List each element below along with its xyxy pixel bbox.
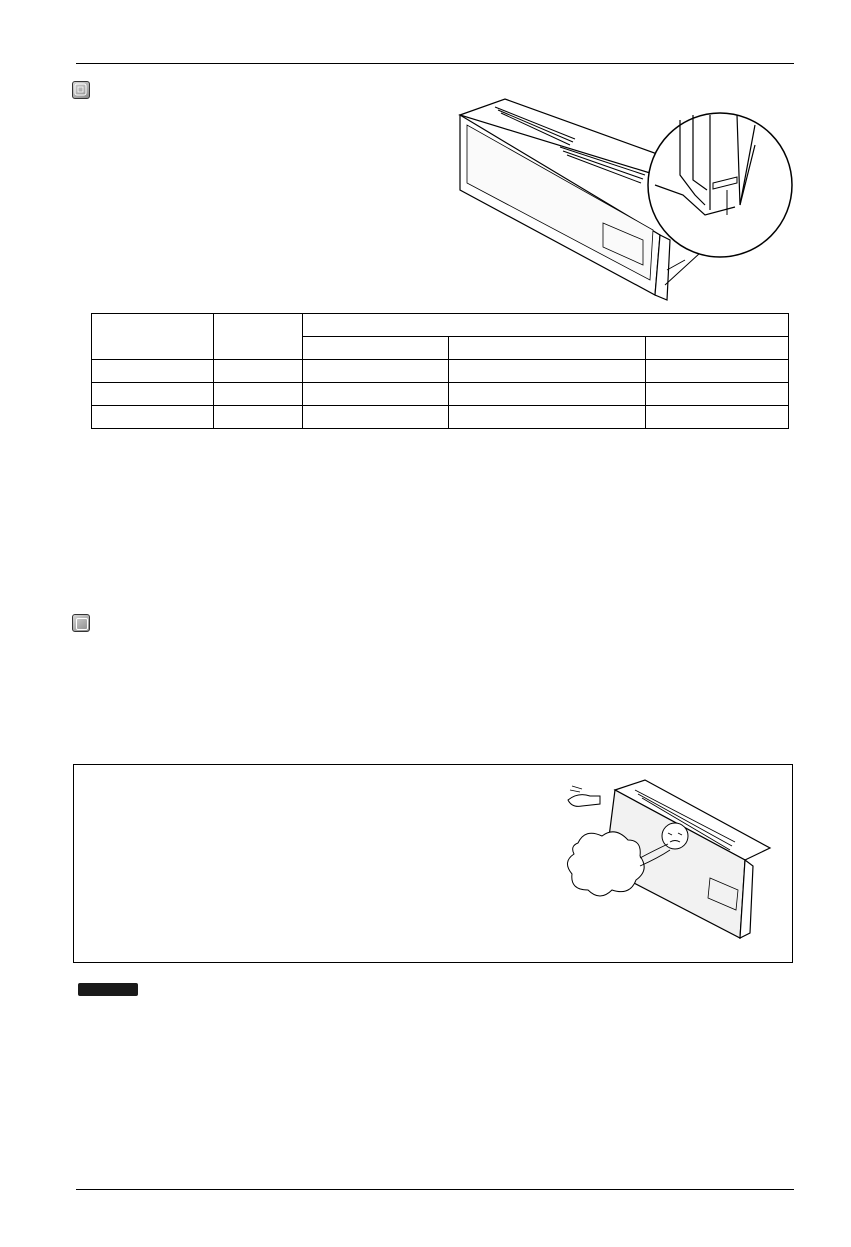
table-cell: [303, 383, 449, 406]
table-row: [92, 314, 789, 337]
table-cell: [92, 406, 214, 429]
table-cell: [646, 406, 789, 429]
indoor-unit-label-illustration: [455, 95, 800, 310]
table-row: [92, 360, 789, 383]
table-cell: [92, 314, 214, 360]
table-cell: [214, 314, 303, 360]
unit-label-icon: [72, 81, 90, 99]
table-row: [92, 383, 789, 406]
table-cell: [92, 383, 214, 406]
table-cell: [449, 360, 646, 383]
table-row: [92, 406, 789, 429]
table-cell: [449, 406, 646, 429]
table-cell: [303, 337, 449, 360]
bullet-highlight: [76, 618, 88, 630]
footer-rule: [76, 1189, 794, 1190]
table-cell: [646, 337, 789, 360]
table-cell: [214, 383, 303, 406]
note-badge: [78, 983, 138, 996]
table-cell: [303, 406, 449, 429]
table-cell: [449, 383, 646, 406]
table-cell: [303, 360, 449, 383]
spec-table: [91, 313, 789, 429]
header-rule: [76, 63, 794, 64]
gray-square-bullet-icon: [72, 614, 90, 632]
table-cell: [214, 406, 303, 429]
table-cell: [303, 314, 789, 337]
table-cell: [449, 337, 646, 360]
table-cell: [646, 360, 789, 383]
table-cell: [214, 360, 303, 383]
table-cell: [646, 383, 789, 406]
table-cell: [92, 360, 214, 383]
unit-odor-illustration: [560, 778, 775, 943]
